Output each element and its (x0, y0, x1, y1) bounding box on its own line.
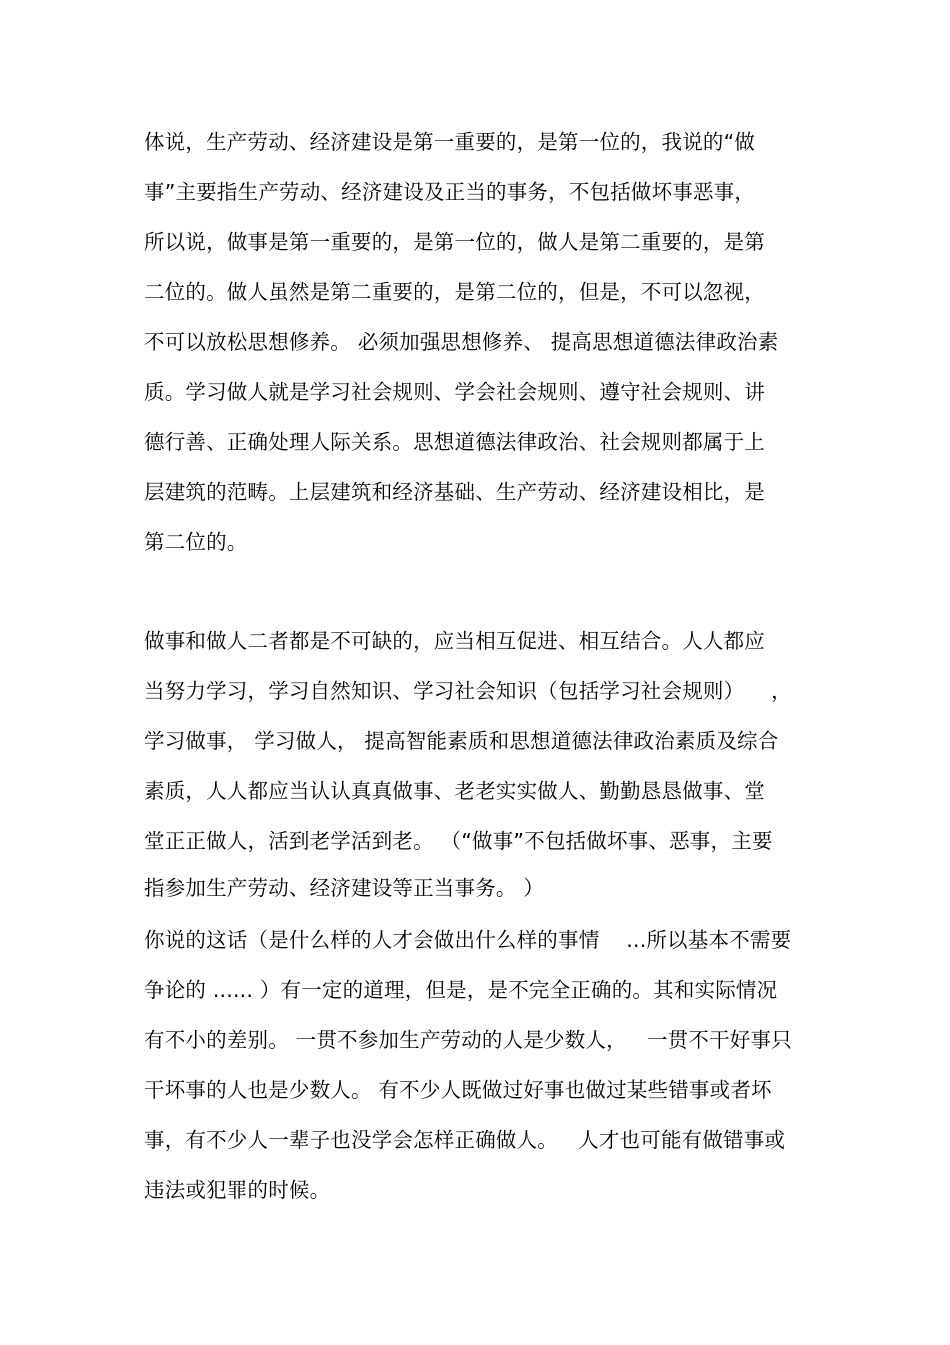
text-line: 学习做事， 学习做人， 提高智能素质和思想道德法律政治素质及综合 (144, 729, 779, 753)
text-line: 堂正正做人，活到老学活到老。 （“做事”不包括做坏事、恶事，主要 (144, 829, 773, 853)
text-line: 干坏事的人也是少数人。 有不少人既做过好事也做过某些错事或者坏 (144, 1078, 772, 1102)
text-line: 有不小的差别。 一贯不参加生产劳动的人是少数人， 一贯不干好事只 (144, 1028, 792, 1052)
text-line: 做事和做人二者都是不可缺的，应当相互促进、相互结合。人人都应 (144, 629, 765, 653)
text-line: 素质，人人都应当认认真真做事、老老实实做人、勤勤恳恳做事、堂 (144, 779, 765, 803)
text-line: 不可以放松思想修养。 必须加强思想修养、 提高思想道德法律政治素 (144, 330, 779, 354)
text-line: 事，有不少人一辈子也没学会怎样正确做人。 人才也可能有做错事或 (144, 1128, 786, 1152)
text-line: 层建筑的范畴。上层建筑和经济基础、生产劳动、经济建设相比，是 (144, 480, 765, 504)
text-line: 德行善、正确处理人际关系。思想道德法律政治、社会规则都属于上 (144, 430, 765, 454)
text-line: 违法或犯罪的时候。 (144, 1178, 331, 1202)
text-line: 第二位的。 (144, 530, 248, 554)
text-line: 体说，生产劳动、经济建设是第一重要的，是第一位的，我说的“做 (144, 130, 756, 154)
text-line: 当努力学习，学习自然知识、学习社会知识（包括学习社会规则） ， (144, 679, 792, 703)
text-line: 指参加生产劳动、经济建设等正当事务。 ） (144, 876, 545, 900)
text-line: 事”主要指生产劳动、经济建设及正当的事务，不包括做坏事恶事， (144, 180, 756, 204)
text-line: 你说的这话（是什么样的人才会做出什么样的事情 ...所以基本不需要 (144, 928, 792, 952)
text-line: 争论的 ...... ）有一定的道理，但是，是不完全正确的。其和实际情况 (144, 978, 778, 1002)
text-line: 质。学习做人就是学习社会规则、学会社会规则、遵守社会规则、讲 (144, 380, 765, 404)
text-line: 二位的。做人虽然是第二重要的，是第二位的，但是，不可以忽视， (144, 280, 765, 304)
text-line: 所以说，做事是第一重要的，是第一位的，做人是第二重要的，是第 (144, 230, 765, 254)
